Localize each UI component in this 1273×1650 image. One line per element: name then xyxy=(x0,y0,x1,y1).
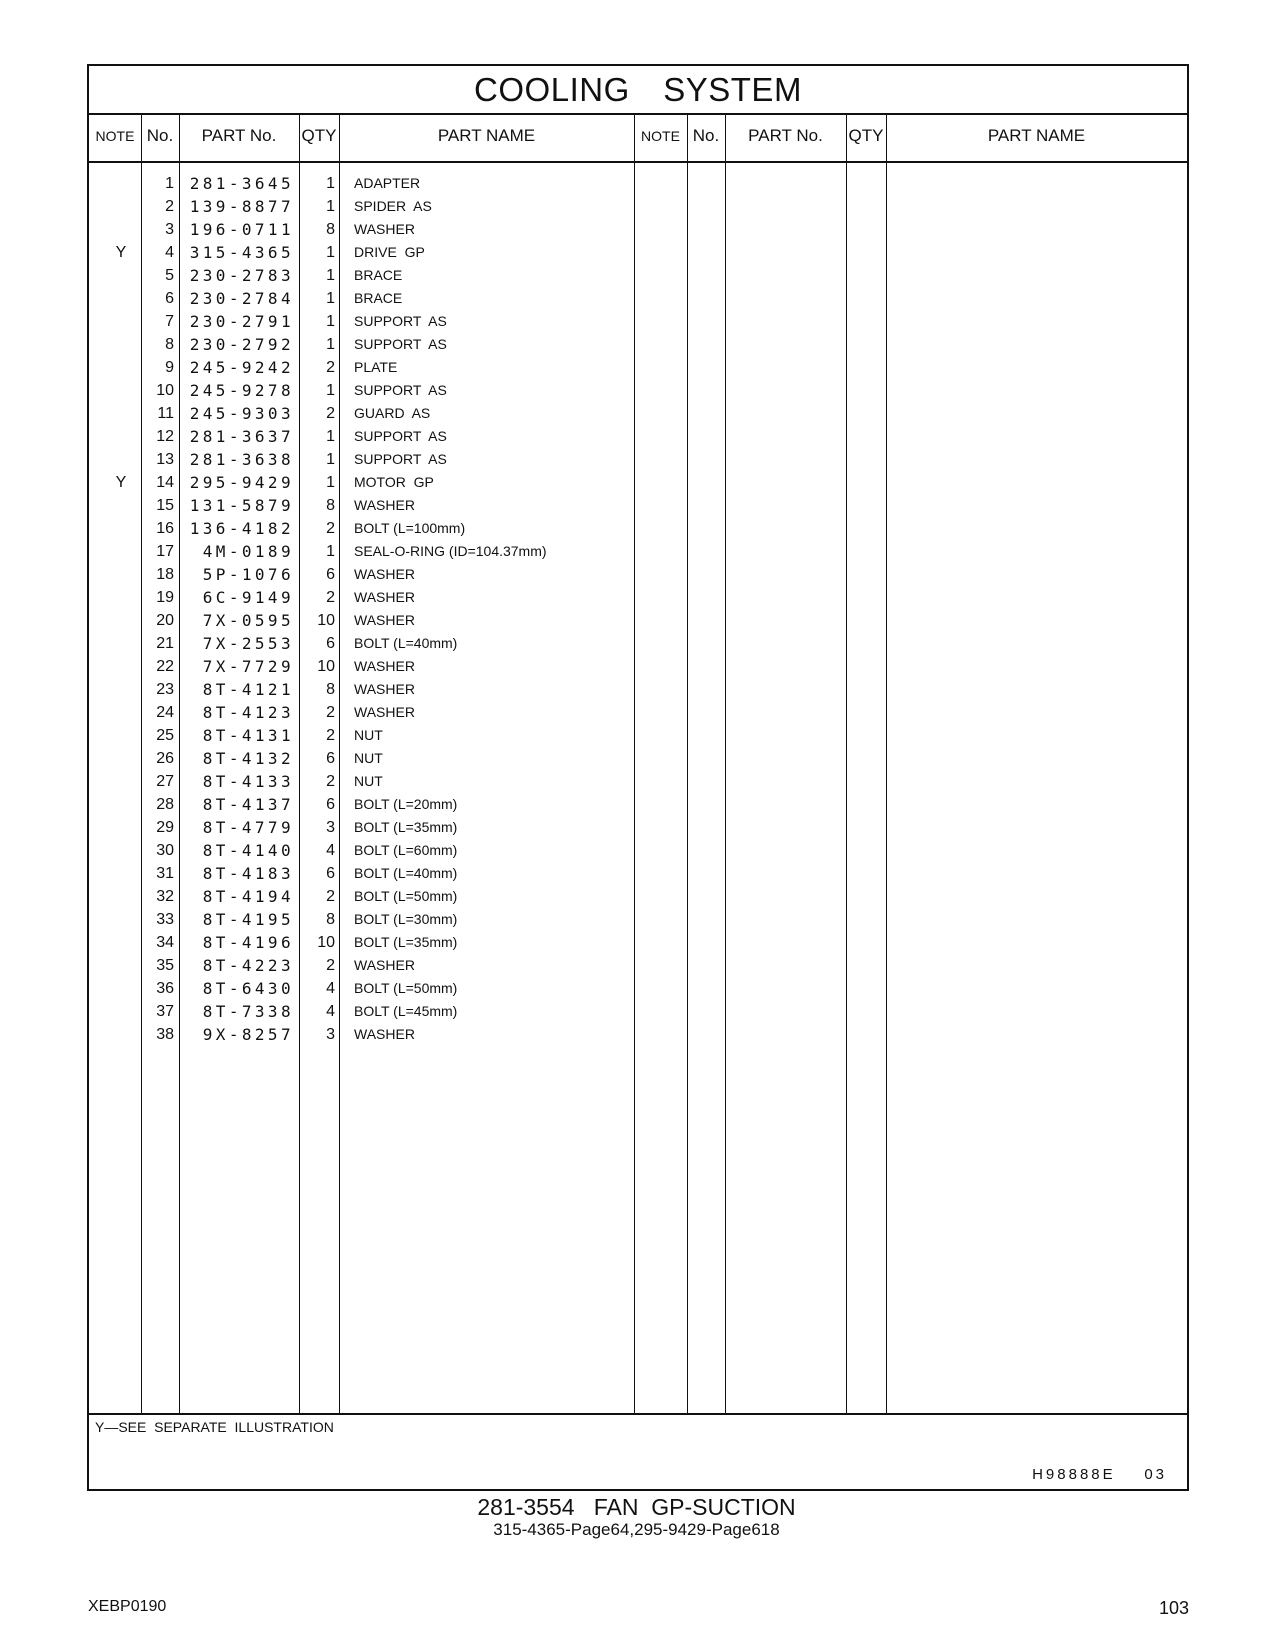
table-row xyxy=(89,540,649,563)
row-part-name: WASHER xyxy=(354,681,415,697)
row-part-name: BRACE xyxy=(354,267,403,283)
row-quantity: 2 xyxy=(326,405,335,422)
row-part-name: BOLT (L=60mm) xyxy=(354,842,458,858)
table-row xyxy=(89,839,649,862)
row-quantity: 3 xyxy=(326,819,335,836)
row-part-name: WASHER xyxy=(354,589,415,605)
row-number: 22 xyxy=(156,658,174,675)
row-part-number: 8T-4137 xyxy=(202,795,294,814)
row-number: 33 xyxy=(156,911,174,928)
row-part-name: WASHER xyxy=(354,566,415,582)
row-number: 38 xyxy=(156,1026,174,1043)
row-number: 29 xyxy=(156,819,174,836)
row-part-name: NUT xyxy=(354,773,383,789)
row-part-number: 8T-6430 xyxy=(202,979,294,998)
row-part-name: SUPPORT AS xyxy=(354,313,447,329)
row-quantity: 1 xyxy=(326,198,335,215)
row-quantity: 2 xyxy=(326,704,335,721)
table-row xyxy=(89,1000,649,1023)
row-number: 5 xyxy=(165,267,174,284)
row-quantity: 4 xyxy=(326,1003,335,1020)
table-bottom-rule xyxy=(89,1413,1187,1415)
row-number: 2 xyxy=(165,198,174,215)
row-part-name: SUPPORT AS xyxy=(354,336,447,352)
row-part-name: WASHER xyxy=(354,1026,415,1042)
row-quantity: 1 xyxy=(326,543,335,560)
table-row xyxy=(89,517,649,540)
drawing-code: H98888E 03 xyxy=(1032,1466,1167,1483)
row-number: 30 xyxy=(156,842,174,859)
row-part-number: 8T-4121 xyxy=(202,680,294,699)
row-part-name: WASHER xyxy=(354,704,415,720)
row-part-number: 4M-0189 xyxy=(202,542,294,561)
row-part-name: ADAPTER xyxy=(354,175,421,191)
header-qty-left: QTY xyxy=(301,126,337,145)
header-no-right: No. xyxy=(692,126,720,145)
row-part-number: 139-8877 xyxy=(189,197,294,216)
row-quantity: 6 xyxy=(326,796,335,813)
row-part-name: GUARD AS xyxy=(354,405,431,421)
table-row xyxy=(89,609,649,632)
header-part-name-right: PART NAME xyxy=(987,126,1086,145)
table-row xyxy=(89,655,649,678)
row-part-number: 9X-8257 xyxy=(202,1025,294,1044)
column-divider xyxy=(846,113,847,1413)
row-quantity: 2 xyxy=(326,359,335,376)
row-part-number: 8T-4132 xyxy=(202,749,294,768)
row-part-name: SPIDER AS xyxy=(354,198,432,214)
table-row xyxy=(89,402,649,425)
row-number: 16 xyxy=(156,520,174,537)
table-row xyxy=(89,770,649,793)
row-part-number: 8T-7338 xyxy=(202,1002,294,1021)
table-row xyxy=(89,1023,649,1046)
row-part-name: BOLT (L=50mm) xyxy=(354,980,458,996)
row-part-name: WASHER xyxy=(354,612,415,628)
row-part-name: NUT xyxy=(354,750,383,766)
row-part-number: 8T-4779 xyxy=(202,818,294,837)
row-number: 26 xyxy=(156,750,174,767)
table-row xyxy=(89,241,649,264)
table-row xyxy=(89,816,649,839)
table-header xyxy=(89,113,1187,163)
row-quantity: 6 xyxy=(326,566,335,583)
row-quantity: 2 xyxy=(326,957,335,974)
row-quantity: 1 xyxy=(326,244,335,261)
row-part-name: WASHER xyxy=(354,957,415,973)
parts-table-frame xyxy=(87,64,1189,1491)
row-quantity: 2 xyxy=(326,589,335,606)
row-number: 14 xyxy=(156,474,174,491)
row-part-name: DRIVE GP xyxy=(354,244,425,260)
row-part-name: BOLT (L=35mm) xyxy=(354,819,458,835)
table-row xyxy=(89,908,649,931)
row-part-name: SUPPORT AS xyxy=(354,451,447,467)
table-row xyxy=(89,954,649,977)
row-part-number: 131-5879 xyxy=(189,496,294,515)
row-part-name: BOLT (L=40mm) xyxy=(354,635,458,651)
row-note: Y xyxy=(115,244,127,261)
row-part-number: 245-9278 xyxy=(189,381,294,400)
table-row xyxy=(89,494,649,517)
header-note-left: NOTE xyxy=(95,128,135,144)
table-row xyxy=(89,885,649,908)
row-quantity: 8 xyxy=(326,911,335,928)
row-part-number: 281-3637 xyxy=(189,427,294,446)
row-number: 18 xyxy=(156,566,174,583)
row-part-number: 8T-4131 xyxy=(202,726,294,745)
row-number: 9 xyxy=(165,359,174,376)
table-row xyxy=(89,563,649,586)
row-number: 21 xyxy=(156,635,174,652)
row-part-number: 281-3638 xyxy=(189,450,294,469)
table-row xyxy=(89,379,649,402)
row-quantity: 1 xyxy=(326,451,335,468)
page-references: 315-4365-Page64,295-9429-Page618 xyxy=(493,1520,780,1539)
row-part-number: 8T-4196 xyxy=(202,933,294,952)
row-quantity: 2 xyxy=(326,888,335,905)
footnote: Y―SEE SEPARATE ILLUSTRATION xyxy=(95,1419,334,1435)
table-row xyxy=(89,195,649,218)
row-quantity: 1 xyxy=(326,267,335,284)
row-part-number: 7X-7729 xyxy=(202,657,294,676)
row-part-name: PLATE xyxy=(354,359,398,375)
table-row xyxy=(89,333,649,356)
row-quantity: 6 xyxy=(326,635,335,652)
row-part-name: SUPPORT AS xyxy=(354,428,447,444)
page-title: COOLING SYSTEM xyxy=(89,66,1187,115)
row-part-name: BOLT (L=50mm) xyxy=(354,888,458,904)
header-note-right: NOTE xyxy=(641,128,680,144)
row-part-name: MOTOR GP xyxy=(354,474,434,490)
row-part-number: 136-4182 xyxy=(189,519,294,538)
row-part-number: 245-9303 xyxy=(189,404,294,423)
table-row xyxy=(89,218,649,241)
header-no-left: No. xyxy=(146,126,174,145)
row-number: 37 xyxy=(156,1003,174,1020)
row-quantity: 6 xyxy=(326,750,335,767)
row-quantity: 8 xyxy=(326,497,335,514)
row-part-name: BRACE xyxy=(354,290,403,306)
row-part-number: 8T-4133 xyxy=(202,772,294,791)
row-quantity: 8 xyxy=(326,221,335,238)
header-qty-right: QTY xyxy=(848,126,884,145)
row-number: 3 xyxy=(165,221,174,238)
row-number: 35 xyxy=(156,957,174,974)
row-part-name: SEAL-O-RING (ID=104.37mm) xyxy=(354,543,547,559)
row-part-number: 8T-4123 xyxy=(202,703,294,722)
row-quantity: 10 xyxy=(317,658,335,675)
table-row xyxy=(89,747,649,770)
row-part-name: BOLT (L=40mm) xyxy=(354,865,458,881)
table-row xyxy=(89,172,649,195)
row-quantity: 1 xyxy=(326,290,335,307)
row-part-number: 8T-4195 xyxy=(202,910,294,929)
table-row xyxy=(89,862,649,885)
row-part-name: SUPPORT AS xyxy=(354,382,447,398)
header-part-no-right: PART No. xyxy=(748,126,823,145)
row-number: 23 xyxy=(156,681,174,698)
row-number: 11 xyxy=(157,405,174,422)
row-number: 31 xyxy=(156,865,174,882)
row-part-number: 8T-4183 xyxy=(202,864,294,883)
row-number: 6 xyxy=(165,290,174,307)
row-number: 15 xyxy=(156,497,174,514)
row-part-number: 245-9242 xyxy=(189,358,294,377)
header-part-name-left: PART NAME xyxy=(437,126,536,145)
row-part-name: BOLT (L=30mm) xyxy=(354,911,458,927)
table-row xyxy=(89,586,649,609)
document-id: XEBP0190 xyxy=(88,1598,167,1615)
row-part-number: 7X-2553 xyxy=(202,634,294,653)
row-part-number: 230-2783 xyxy=(189,266,294,285)
row-part-name: BOLT (L=100mm) xyxy=(354,520,466,536)
row-number: 28 xyxy=(156,796,174,813)
row-part-number: 230-2784 xyxy=(189,289,294,308)
table-row xyxy=(89,356,649,379)
row-number: 36 xyxy=(156,980,174,997)
row-number: 17 xyxy=(156,543,174,560)
row-part-name: WASHER xyxy=(354,221,415,237)
row-quantity: 1 xyxy=(326,313,335,330)
row-quantity: 10 xyxy=(317,934,335,951)
row-number: 7 xyxy=(165,313,174,330)
table-row xyxy=(89,287,649,310)
row-part-number: 230-2792 xyxy=(189,335,294,354)
table-row xyxy=(89,977,649,1000)
row-part-number: 8T-4223 xyxy=(202,956,294,975)
row-part-number: 6C-9149 xyxy=(202,588,294,607)
row-number: 25 xyxy=(156,727,174,744)
row-number: 24 xyxy=(156,704,174,721)
row-quantity: 4 xyxy=(326,842,335,859)
row-part-number: 5P-1076 xyxy=(202,565,294,584)
row-quantity: 3 xyxy=(326,1026,335,1043)
row-number: 34 xyxy=(156,934,174,951)
row-part-name: WASHER xyxy=(354,497,415,513)
row-part-number: 295-9429 xyxy=(189,473,294,492)
row-part-number: 8T-4140 xyxy=(202,841,294,860)
row-number: 1 xyxy=(165,175,174,192)
row-part-number: 196-0711 xyxy=(189,220,294,239)
row-quantity: 1 xyxy=(326,474,335,491)
row-number: 10 xyxy=(156,382,174,399)
header-part-no-left: PART No. xyxy=(201,126,277,145)
row-quantity: 1 xyxy=(326,175,335,192)
column-divider xyxy=(687,113,688,1413)
row-number: 8 xyxy=(165,336,174,353)
row-note: Y xyxy=(115,474,127,491)
row-number: 32 xyxy=(156,888,174,905)
row-number: 27 xyxy=(156,773,174,790)
row-quantity: 2 xyxy=(326,520,335,537)
table-row xyxy=(89,724,649,747)
parts-list xyxy=(89,172,649,1046)
row-part-name: NUT xyxy=(354,727,383,743)
row-part-number: 230-2791 xyxy=(189,312,294,331)
column-divider xyxy=(725,113,726,1413)
row-quantity: 1 xyxy=(326,382,335,399)
row-part-number: 315-4365 xyxy=(189,243,294,262)
row-quantity: 1 xyxy=(326,336,335,353)
table-row xyxy=(89,264,649,287)
table-row xyxy=(89,471,649,494)
group-caption: 281-3554 FAN GP-SUCTION xyxy=(477,1494,796,1520)
table-row xyxy=(89,448,649,471)
row-quantity: 2 xyxy=(326,727,335,744)
page-number: 103 xyxy=(1158,1598,1189,1618)
row-number: 13 xyxy=(156,451,174,468)
row-part-number: 7X-0595 xyxy=(202,611,294,630)
row-quantity: 10 xyxy=(317,612,335,629)
row-number: 19 xyxy=(156,589,174,606)
table-row xyxy=(89,632,649,655)
table-row xyxy=(89,701,649,724)
row-number: 4 xyxy=(165,244,174,261)
row-quantity: 2 xyxy=(326,773,335,790)
table-row xyxy=(89,678,649,701)
column-divider xyxy=(886,113,887,1413)
row-part-name: BOLT (L=45mm) xyxy=(354,1003,458,1019)
table-row xyxy=(89,310,649,333)
table-row xyxy=(89,425,649,448)
row-quantity: 8 xyxy=(326,681,335,698)
row-part-name: BOLT (L=20mm) xyxy=(354,796,458,812)
table-row xyxy=(89,931,649,954)
row-part-name: WASHER xyxy=(354,658,415,674)
row-quantity: 6 xyxy=(326,865,335,882)
row-number: 20 xyxy=(156,612,174,629)
row-part-number: 8T-4194 xyxy=(202,887,294,906)
row-part-name: BOLT (L=35mm) xyxy=(354,934,458,950)
row-number: 12 xyxy=(156,428,174,445)
table-row xyxy=(89,793,649,816)
row-part-number: 281-3645 xyxy=(189,174,294,193)
row-quantity: 4 xyxy=(326,980,335,997)
row-quantity: 1 xyxy=(326,428,335,445)
